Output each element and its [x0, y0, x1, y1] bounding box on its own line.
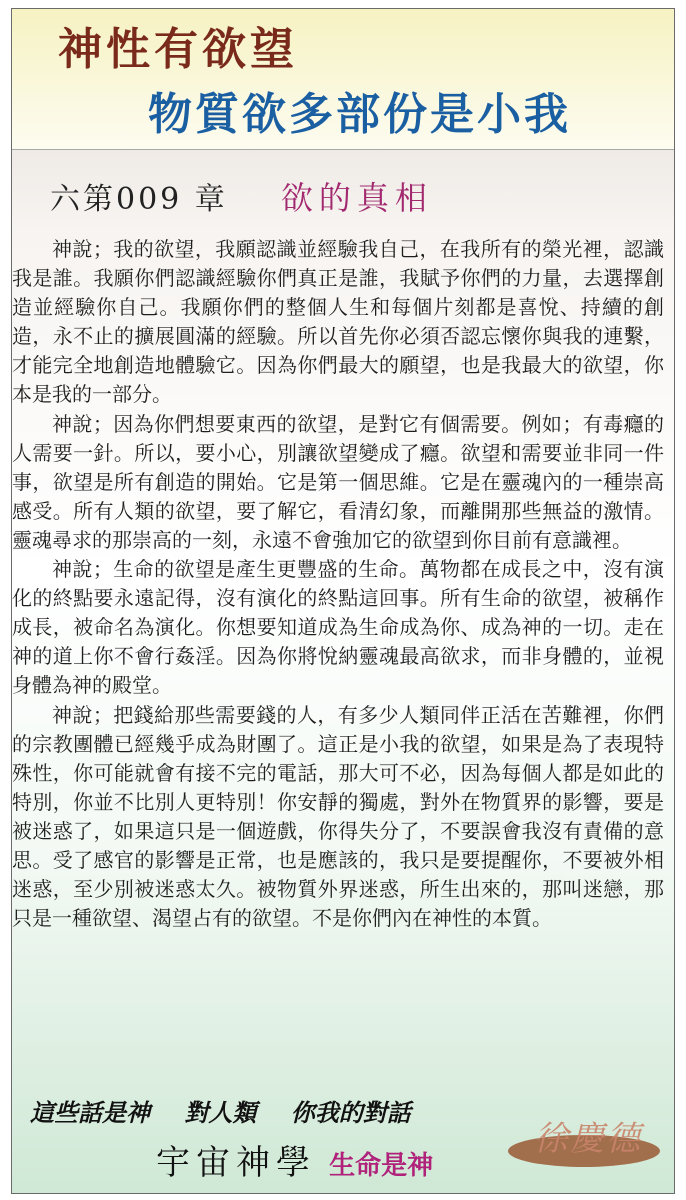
page-title: 神性有欲望	[58, 24, 298, 75]
footer-phrase: 這些話是神	[30, 1098, 150, 1127]
brand-tagline: 生命是神	[329, 1151, 434, 1181]
footer-phrase: 對人類	[184, 1098, 257, 1127]
footer-brand-line	[156, 1135, 433, 1184]
chapter-title: 欲的真相	[280, 179, 433, 217]
page-subtitle: 物質欲多部份是小我	[148, 89, 571, 140]
header-banner	[12, 9, 674, 150]
brand-name: 宇宙神學	[156, 1143, 316, 1183]
paragraph: 神說；生命的欲望是產生更豐盛的生命。萬物都在成長之中，沒有演化的終點要永遠記得，沒有演化的終點這回事。所有生命的欲望，被稱作成長，被命名為演化。你想要知道成為生命成為你、成為神的一切。走在神的道上你不會行姦淫。因為你將悅納靈魂最高欲求，而非身體的，並視身體為神的殿堂。	[12, 557, 664, 698]
page-frame	[11, 8, 675, 1194]
chapter-number: 六第009 章	[50, 182, 228, 217]
paragraph: 神說；因為你們想要東西的欲望，是對它有個需要。例如；有毒癮的人需要一針。所以，要小心，別讓欲望變成了癮。欲望和需要並非同一件事，欲望是所有創造的開始。它是第一個思維。它是在靈魂內的一種崇高感受。所有人類的欲望，要了解它，看清幻象，而離開那些無益的激情。靈魂尋求的那崇高的一刻，永遠不會強加它的欲望到你目前有意識裡。	[12, 411, 664, 552]
footer-dialogue-line	[30, 1093, 437, 1128]
paragraph: 神說；把錢給那些需要錢的人，有多少人類同伴正活在苦難裡，你們的宗教團體已經幾乎成為財團了。這正是小我的欲望，如果是為了表現特殊性，你可能就會有接不完的電話，那大可不必，因為每個人都是如此的特別，你並不比別人更特別！你安靜的獨處，對外在物質界的影響，要是被迷惑了，如果這只是一個遊戲，你得失分了，不要誤會我沒有責備的意思。受了感官的影響是正常，也是應該的，我只是要提醒你，不要被外相迷惑，至少別被迷惑太久。被物質外界迷惑，所生出來的，那叫迷戀，那只是一種欲望、渴望占有的欲望。不是你們內在神性的本質。	[12, 702, 664, 931]
chapter-heading	[50, 173, 433, 223]
author-signature: 徐慶德	[534, 1119, 642, 1159]
footer-phrase: 你我的對話	[290, 1098, 411, 1127]
article-body	[12, 235, 664, 933]
paragraph: 神說；我的欲望，我願認識並經驗我自己，在我所有的榮光裡，認識我是誰。我願你們認識經驗你們真正是誰，我賦予你們的力量，去選擇創造並經驗你自己。我願你們的整個人生和每個片刻都是喜悅、持續的創造，永不止的擴展圓滿的經驗。所以首先你必須否認忘懷你與我的連繫，才能完全地創造地體驗它。因為你們最大的願望，也是我最大的欲望，你本是我的一部分。	[12, 237, 664, 407]
